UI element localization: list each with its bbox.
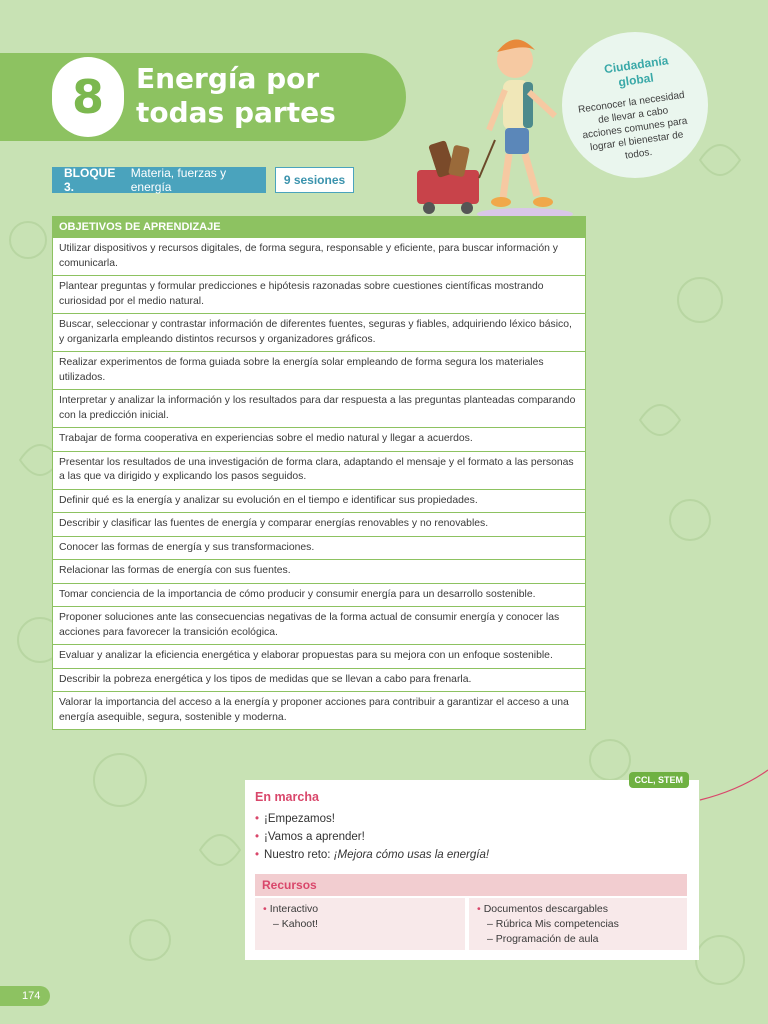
recurso-subitem[interactable]: – Rúbrica Mis competencias (487, 918, 619, 930)
recursos-box (255, 874, 687, 950)
ciudadania-text: Reconocer la necesidad de llevar a cabo acciones comunes para lograr el bienestar de todos. (577, 89, 689, 162)
objetivo-row: Realizar experimentos de forma guiada sobre la energía solar empleando de forma segura los materiales utilizados. (53, 351, 585, 389)
recurso-item[interactable] (263, 902, 457, 917)
objetivo-row: Utilizar dispositivos y recursos digitales, de forma segura, responsable y eficiente, para buscar información y comunicarla. (53, 237, 585, 275)
list-item-label: ¡Vamos a aprender! (264, 831, 365, 843)
list-item[interactable] (255, 828, 489, 846)
list-item-label: ¡Empezamos! (264, 813, 335, 825)
objetivo-row: Tomar conciencia de la importancia de cómo producir y consumir energía para un desarrollo sostenible. (53, 583, 585, 607)
competencias-tag: CCL, STEM (629, 772, 690, 788)
objetivo-row: Evaluar y analizar la eficiencia energética y elaborar propuestas para su mejora con un enfoque sostenible. (53, 644, 585, 668)
recurso-item[interactable] (477, 902, 679, 917)
page-number: 174 (0, 986, 50, 1006)
objetivos-heading: OBJETIVOS DE APRENDIZAJE (53, 217, 585, 237)
recursos-heading: Recursos (255, 874, 687, 896)
objetivo-row: Interpretar y analizar la información y los resultados para dar respuesta a las preguntas planteadas comparando con la predicción inicial. (53, 389, 585, 427)
en-marcha-title: En marcha (255, 790, 319, 804)
objetivo-row: Conocer las formas de energía y sus transformaciones. (53, 536, 585, 560)
en-marcha-card (245, 775, 699, 960)
objetivo-row: Buscar, seleccionar y contrastar información de diferentes fuentes, seguras y fiables, adquiriendo léxico básico, y organizarla empleando distintos recursos y organizadores gráficos. (53, 313, 585, 351)
objetivo-row: Definir qué es la energía y analizar su evolución en el tiempo e identificar sus propiedades. (53, 489, 585, 513)
list-item[interactable] (255, 810, 489, 828)
bloque-number: BLOQUE 3. (64, 166, 116, 194)
ciudadania-global-badge (562, 32, 708, 178)
objetivo-row: Describir y clasificar las fuentes de energía y comparar energías renovables y no renovables. (53, 512, 585, 536)
recursos-columns (255, 898, 687, 950)
bullet-icon: • (477, 903, 481, 915)
recurso-label: Documentos descargables (483, 903, 609, 915)
recurso-subitem[interactable]: – Kahoot! (273, 918, 318, 930)
kid-with-wagon-illustration (405, 30, 575, 220)
recursos-col-interactivo (255, 898, 465, 950)
objetivo-row: Describir la pobreza energética y los tipos de medidas que se llevan a cabo para frenarla. (53, 668, 585, 692)
bullet-icon: • (255, 849, 260, 861)
list-item[interactable] (255, 846, 489, 864)
objetivo-row: Relacionar las formas de energía con sus fuentes. (53, 559, 585, 583)
bullet-icon: • (255, 831, 260, 843)
objetivo-row: Presentar los resultados de una investigación de forma clara, adaptando el mensaje y el formato a las personas a las que va dirigido y explicando los pasos seguidos. (53, 451, 585, 489)
reto-value: ¡Mejora cómo usas la energía! (333, 849, 490, 861)
sesiones-badge: 9 sesiones (275, 167, 354, 193)
recurso-label: Interactivo (269, 903, 319, 915)
objetivo-row: Proponer soluciones ante las consecuencias negativas de la forma actual de consumir energía y conocer las acciones para favorecer la transición ecológica. (53, 606, 585, 644)
unit-title: Energía por todas partes (136, 62, 336, 129)
bullet-icon: • (255, 813, 260, 825)
en-marcha-list (255, 810, 489, 864)
reto-label: Nuestro reto: (264, 849, 331, 861)
recursos-col-documentos (469, 898, 687, 950)
ciudadania-title: Ciudadanía global (603, 53, 670, 90)
objetivo-row: Plantear preguntas y formular predicciones e hipótesis razonadas sobre cuestiones científicas mostrando curiosidad por el medio natural. (53, 275, 585, 313)
objetivos-table (52, 216, 586, 730)
objetivo-row: Trabajar de forma cooperativa en experiencias sobre el medio natural y llegar a acuerdos. (53, 427, 585, 451)
bloque-label (52, 167, 266, 193)
unit-number: 8 (52, 57, 124, 137)
bloque-topic: Materia, fuerzas y energía (130, 166, 227, 194)
objetivo-row: Valorar la importancia del acceso a la energía y proponer acciones para contribuir a garantizar el acceso a una energía asequible, segura, sostenible y moderna. (53, 691, 585, 729)
recurso-subitem[interactable]: – Programación de aula (487, 933, 599, 945)
bullet-icon: • (263, 903, 267, 915)
